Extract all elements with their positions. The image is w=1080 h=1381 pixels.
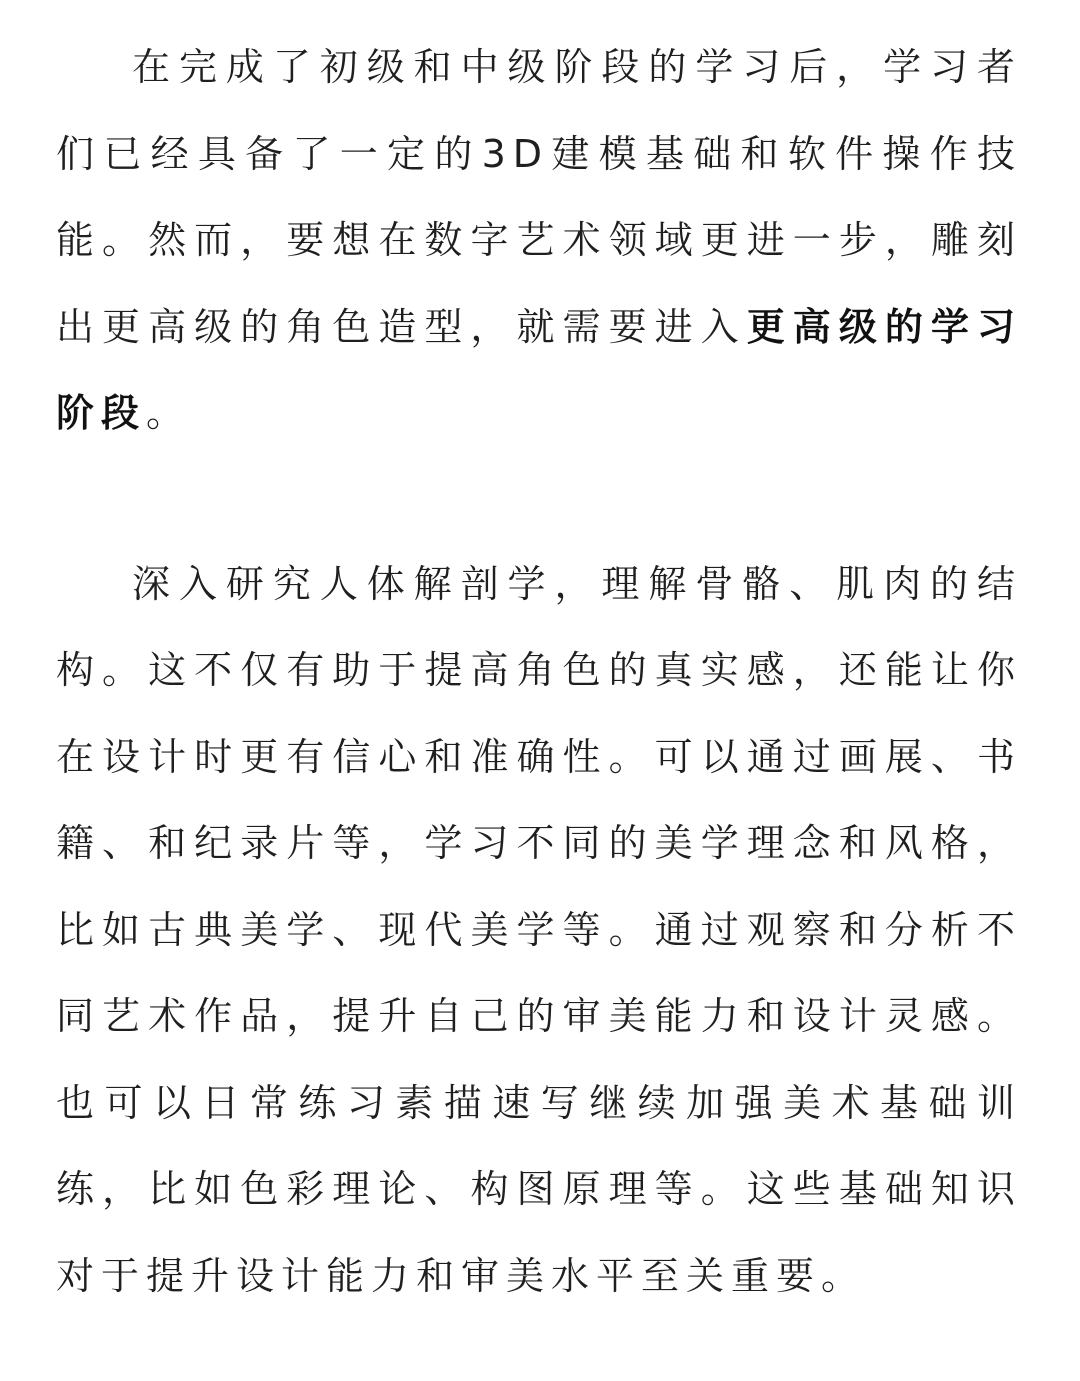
paragraph-intro bbox=[56, 24, 1022, 457]
article-body bbox=[56, 24, 1022, 1319]
emphasized-phrase: 更高级的学习阶段 bbox=[56, 304, 1022, 435]
paragraph-advice bbox=[56, 541, 1022, 1320]
paragraph-advice-text: 深入研究人体解剖学，理解骨骼、肌肉的结构。这不仅有助于提高角色的真实感，还能让你在设计时更有信心和准确性。可以通过画展、书籍、和纪录片等，学习不同的美学理念和风格，比如古典美学、现代美学等。通过观察和分析不同艺术作品，提升自己的审美能力和设计灵感。也可以日常练习素描速写继续加强美术基础训练，比如色彩理论、构图原理等。这些基础知识对于提升设计能力和审美水平至关重要。 bbox=[56, 561, 1022, 1298]
paragraph-intro-text: 在完成了初级和中级阶段的学习后，学习者们已经具备了一定的3D建模基础和软件操作技能。然而，要想在数字艺术领域更进一步，雕刻出更高级的角色造型，就需要进入 bbox=[56, 45, 1022, 349]
paragraph-intro-end: 。 bbox=[146, 391, 192, 435]
